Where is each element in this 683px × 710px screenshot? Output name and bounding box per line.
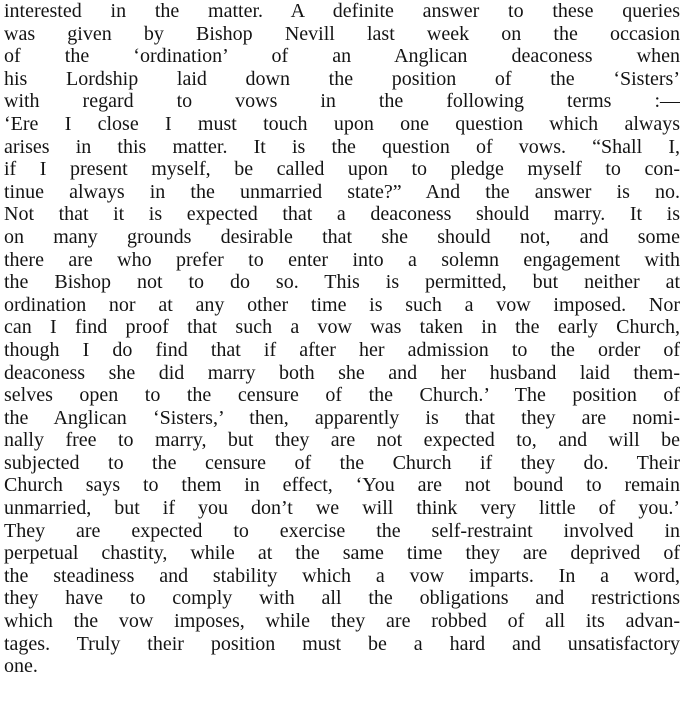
text-line: one. [4,655,38,678]
text-line: they have to comply with all the obligations and restrictions [4,587,680,610]
text-line: the steadiness and stability which a vow imparts. In a word, [4,564,680,587]
text-line: the Anglican ‘Sisters,’ then, apparently is that they are nomi- [4,406,680,429]
text-line: deaconess she did marry both she and her husband laid them- [4,361,680,384]
text-line: tages. Truly their position must be a hard and unsatisfactory [4,632,680,655]
text-line: there are who prefer to enter into a solemn engagement with [4,248,680,271]
text-line: on many grounds desirable that she should not, and some [4,225,680,248]
text-line: if I present myself, be called upon to pledge myself to con- [4,158,680,181]
text-line: his Lordship laid down the position of the ‘Sisters’ [4,67,680,90]
text-line: can I find proof that such a vow was taken in the early Church, [4,316,680,339]
text-line: with regard to vows in the following terms :— [4,90,680,113]
text-line: which the vow imposes, while they are robbed of all its advan- [4,610,680,633]
text-line: tinue always in the unmarried state?” And the answer is no. [4,180,680,203]
text-line: of the ‘ordination’ of an Anglican deaconess when [4,45,680,68]
text-line: subjected to the censure of the Church if they do. Their [4,451,680,474]
text-line: arises in this matter. It is the question of vows. “Shall I, [4,135,680,158]
text-line: Church says to them in effect, ‘You are not bound to remain [4,474,680,497]
text-line: interested in the matter. A definite answer to these queries [4,0,680,22]
text-line: perpetual chastity, while at the same time they are deprived of [4,542,680,565]
text-line: They are expected to exercise the self-restraint involved in [4,519,680,542]
text-line: selves open to the censure of the Church.’ The position of [4,384,680,407]
text-line: ordination nor at any other time is such a vow imposed. Nor [4,293,680,316]
text-line: ‘Ere I close I must touch upon one question which always [4,112,680,135]
text-line: Not that it is expected that a deaconess should marry. It is [4,203,680,226]
article-text-column [4,0,680,678]
text-line: nally free to marry, but they are not expected to, and will be [4,429,680,452]
text-line: though I do find that if after her admission to the order of [4,338,680,361]
text-line: unmarried, but if you don’t we will think very little of you.’ [4,497,680,520]
text-line: was given by Bishop Nevill last week on the occasion [4,22,680,45]
text-line: the Bishop not to do so. This is permitted, but neither at [4,271,680,294]
